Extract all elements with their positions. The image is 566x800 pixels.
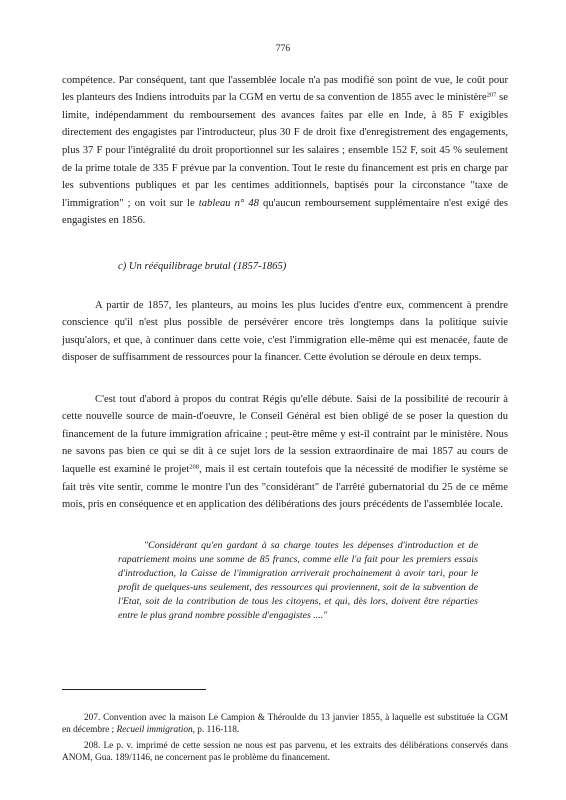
paragraph-1 xyxy=(62,72,508,230)
paragraph-1-text-c: qu'aucun remboursement supplémentaire n'est exigé des engagistes en 1856. xyxy=(62,197,508,227)
block-quote: "Considérant qu'en gardant à sa charge toutes les dépenses d'introduction et de rapatriement moins une somme de 85 francs, comme elle l'a fait pour les premiers essais d'introduction, la Caisse de l'immigration arriverait prochainement à avoir tari, pour le profit de quelques-uns seulement, des ressources qui proviennent, soit de la subvention de l'Etat, soit de la contribution de tous les citoyens, et qui, dès lors, doivent être réparties entre le plus grand nombre possible d'engagistes ...." xyxy=(118,540,478,622)
page-number: 776 xyxy=(275,44,291,54)
paragraph-1-text-b: se limite, indépendamment du remboursement des avances faites par elle en Inde, à 85 F exigibles directement des engagistes par l'introducteur, plus 30 F de droit fixe d'enregistrement des engagements, plus 37 F pour l'intégralité du droit proportionnel sur les salaires ; ensemble 152 F, soit 45 % seulement de la prime totale de 335 F prévue par la convention. Tout le reste du financement est pris en charge par les subventions publiques et par les centimes additionnels, baptisés pour la circonstance "taxe de l'immigration" ; on voit sur le xyxy=(62,92,508,209)
paragraph-1-text-a: compétence. Par conséquent, tant que l'assemblée locale n'a pas modifié son point de vue, le coût pour les planteurs des Indiens introduits par la CGM en vertu de sa convention de 1855 avec le ministère xyxy=(62,74,508,104)
footnote-separator xyxy=(62,689,206,690)
footnote-207-source: Recueil immigration xyxy=(116,725,193,736)
footnote-ref-208: 208 xyxy=(189,463,199,471)
section-heading: c) Un rééquilibrage brutal (1857-1865) xyxy=(118,260,287,272)
footnote-207-number: 207. xyxy=(84,713,101,723)
footnote-207 xyxy=(62,712,508,737)
paragraph-2: A partir de 1857, les planteurs, au moins les plus lucides d'entre eux, commencent à prendre conscience qu'il n'est plus possible de persévérer encore très longtemps dans la politique suivie jusqu'alors, et que, à continuer dans cette voie, c'est l'immigration elle-même qui est menacée, faute de disposer de suffisamment de ressources pour la financer. Cette évolution se déroule en deux temps. xyxy=(62,299,508,364)
paragraph-3-text-a: C'est tout d'abord à propos du contrat Régis qu'elle débute. Saisi de la possibilité de recourir à cette nouvelle source de main-d'oeuvre, le Conseil Général est bien obligé de se poser la question du financement de la future immigration africaine ; peut-être même y est-il contraint par le ministère. Nous ne savons pas bien ce qui se dit à ce sujet lors de la session extraordinaire de mai 1857 au cours de laquelle est examiné le projet xyxy=(62,393,508,475)
footnote-208-number: 208. xyxy=(84,741,101,751)
footnote-207-text-a: Convention avec la maison Le Campion & Théroulde du 13 janvier 1855, à laquelle est substituée la CGM en décembre ; xyxy=(62,713,508,736)
table-reference: tableau n° 48 xyxy=(198,197,259,209)
footnote-208-text: Le p. v. imprimé de cette session ne nous est pas parvenu, et les extraits des délibérations conservés dans ANOM, Gua. 189/1146, ne concernent pas le problème du financement. xyxy=(62,741,508,764)
footnote-208 xyxy=(62,740,508,765)
footnote-207-text-b: , p. 116-118. xyxy=(192,725,240,736)
paragraph-3 xyxy=(62,391,508,514)
footnote-ref-207: 207 xyxy=(486,91,497,99)
paragraph-3-text-b: , mais il est certain toutefois que la nécessité de modifier le système se fait très vite sentir, comme le montre l'un des "considérant" de l'arrêté gubernatorial du 25 de ce même mois, pris en conséquence et en application des délibérations des jours précédents de l'assemblée locale. xyxy=(62,463,508,511)
